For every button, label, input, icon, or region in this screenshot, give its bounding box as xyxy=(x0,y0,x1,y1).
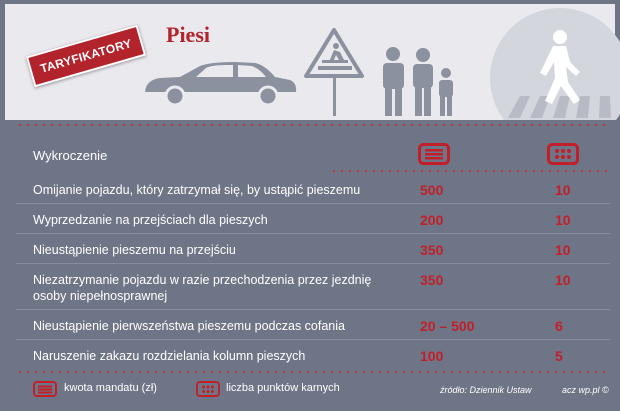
crossing-sign-icon xyxy=(306,30,362,116)
points-legend-icon xyxy=(196,381,220,397)
row-separator xyxy=(16,203,610,204)
table-row-points: 10 xyxy=(555,212,571,228)
table-row-offense: Naruszenie zakazu rozdzielania kolumn pieszych xyxy=(33,349,306,363)
table-row-offense: Wyprzedzanie na przejściach dla pieszych xyxy=(33,213,268,227)
car-icon xyxy=(145,62,296,105)
table-row-offense: Omijanie pojazdu, który zatrzymał się, by ustąpić pieszemu xyxy=(33,183,361,197)
table-row-fine: 20 – 500 xyxy=(420,318,475,334)
table-row-offense: Nieustąpienie pieszemu na przejściu xyxy=(33,243,236,257)
pedestrians-icon xyxy=(383,47,453,116)
table-row-fine: 350 xyxy=(420,242,444,258)
table-row-points: 5 xyxy=(555,348,563,364)
row-separator xyxy=(16,233,610,234)
table-row-points: 6 xyxy=(555,318,563,334)
dotted-divider-header xyxy=(330,170,610,172)
dotted-divider-bottom xyxy=(16,371,610,373)
page-title: Piesi xyxy=(166,22,210,47)
table-row-points: 10 xyxy=(555,182,571,198)
fine-legend-icon xyxy=(33,381,57,397)
fine-column-icon xyxy=(418,143,450,165)
credit-note: acz wp.pl © xyxy=(562,385,609,395)
dotted-divider-top xyxy=(16,124,610,126)
table-row-points: 10 xyxy=(555,272,571,288)
points-column-icon xyxy=(547,143,579,165)
table-row-offense: Nieustąpienie pierwszeństwa pieszemu podczas cofania xyxy=(33,319,345,333)
points-legend-label: liczba punktów karnych xyxy=(226,382,340,394)
table-row-fine: 200 xyxy=(420,212,444,228)
row-separator xyxy=(16,309,610,310)
table-row-offense: Niezatrzymanie pojazdu w razie przechodzenia przez jezdnię osoby niepełnosprawnej xyxy=(33,273,372,303)
category-tag: TARYFIKATORY xyxy=(26,25,146,88)
column-header-offense: Wykroczenie xyxy=(33,148,108,163)
table-row-fine: 100 xyxy=(420,348,444,364)
row-separator xyxy=(16,263,610,264)
source-note: źródło: Dziennik Ustaw xyxy=(440,385,532,395)
header-banner xyxy=(0,0,620,120)
table-row-fine: 500 xyxy=(420,182,444,198)
table-row-fine: 350 xyxy=(420,272,444,288)
table-row-points: 10 xyxy=(555,242,571,258)
row-separator xyxy=(16,339,610,340)
fine-legend-label: kwota mandatu (zł) xyxy=(64,382,157,394)
